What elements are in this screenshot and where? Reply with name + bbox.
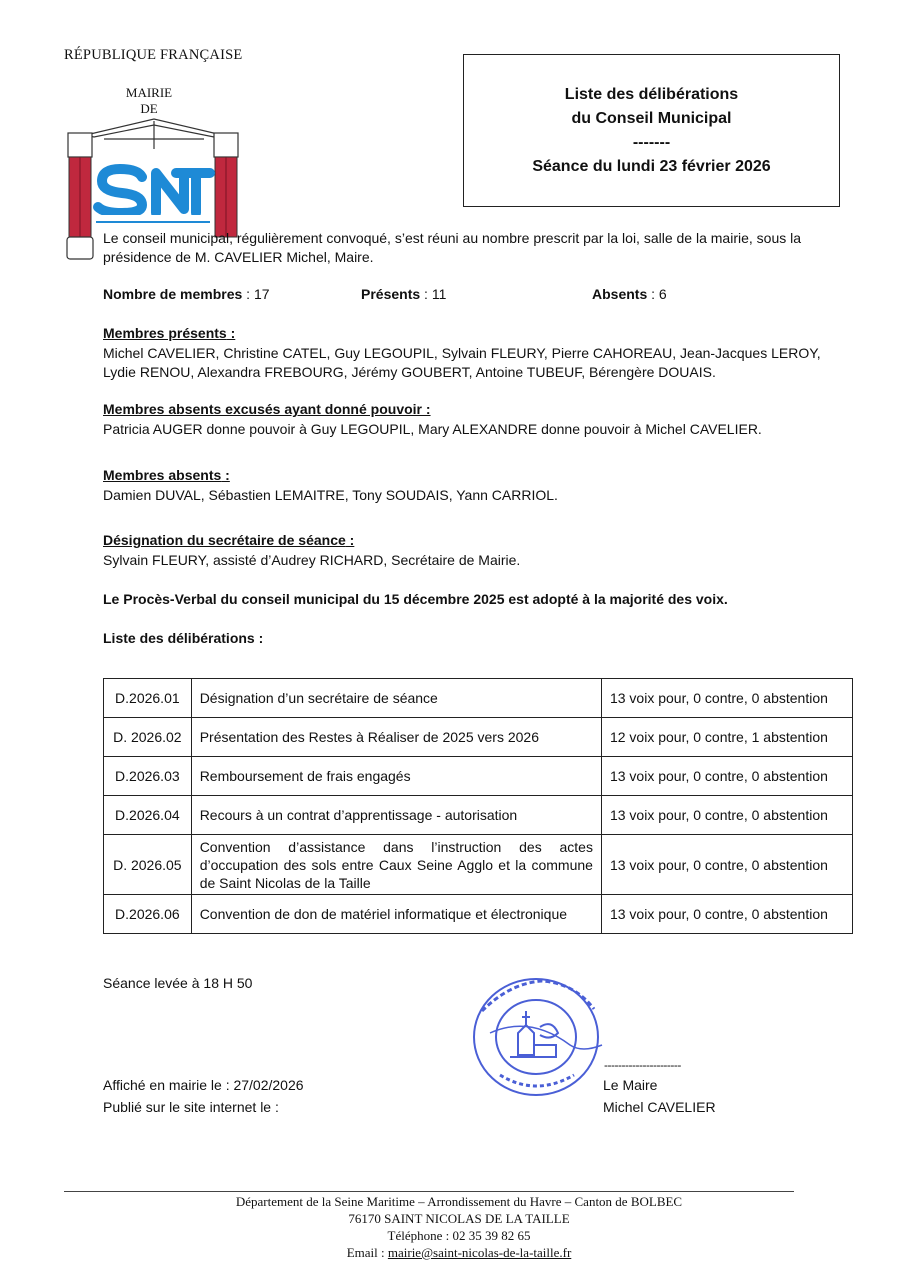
- absent-members-list: Damien DUVAL, Sébastien LEMAITRE, Tony SOUDAIS, Yann CARRIOL.: [103, 487, 558, 503]
- table-row: [104, 895, 853, 934]
- members-count-label: Nombre de membres: [103, 286, 243, 302]
- mayor-title: Le Maire: [603, 1077, 658, 1093]
- colon: :: [422, 401, 431, 417]
- title-box: [463, 54, 840, 207]
- mairie-stamp: [470, 975, 610, 1100]
- deliberation-object: Convention d’assistance dans l’instruction des actes d’occupation des sols entre Caux Seine Agglo et la commune de Saint Nicolas de la Taille: [191, 835, 601, 895]
- deliberation-vote: 13 voix pour, 0 contre, 0 abstention: [601, 835, 852, 895]
- footer-email-label: Email :: [346, 1245, 388, 1260]
- signature-line: ----------------------: [604, 1058, 681, 1072]
- excused-members-title: [103, 401, 431, 417]
- footer: [64, 1193, 854, 1261]
- deliberation-ref: D.2026.01: [104, 679, 192, 718]
- colon: :: [226, 325, 236, 341]
- deliberation-object: Recours à un contrat d’apprentissage - autorisation: [191, 796, 601, 835]
- present-count-value: : 11: [424, 286, 447, 302]
- table-row: [104, 796, 853, 835]
- excused-members-list: Patricia AUGER donne pouvoir à Guy LEGOUPIL, Mary ALEXANDRE donne pouvoir à Michel CAVELIER.: [103, 421, 762, 437]
- footer-address-line2: 76170 SAINT NICOLAS DE LA TAILLE: [348, 1211, 570, 1226]
- deliberations-list-title: Liste des délibérations :: [103, 630, 264, 646]
- deliberation-object: Présentation des Restes à Réaliser de 2025 vers 2026: [191, 718, 601, 757]
- deliberation-ref: D.2026.04: [104, 796, 192, 835]
- title-line1: Liste des délibérations: [564, 85, 739, 103]
- table-row: [104, 718, 853, 757]
- deliberation-ref: D. 2026.02: [104, 718, 192, 757]
- title-line2: du Conseil Municipal: [571, 109, 732, 127]
- title-separator: -------: [632, 133, 671, 151]
- deliberation-object: Remboursement de frais engagés: [191, 757, 601, 796]
- footer-phone: Téléphone : 02 35 39 82 65: [387, 1228, 531, 1243]
- pv-adoption-statement: Le Procès-Verbal du conseil municipal du 15 décembre 2025 est adopté à la majorité des voix.: [103, 591, 728, 607]
- colon: :: [221, 467, 230, 483]
- logo-capital-right: [214, 133, 238, 157]
- secretary-text: Sylvain FLEURY, assisté d’Audrey RICHARD, Secrétaire de Mairie.: [103, 552, 521, 568]
- colon: :: [345, 532, 355, 548]
- logo-monogram: [98, 169, 210, 213]
- title-session-date: Séance du lundi 23 février 2026: [532, 157, 771, 175]
- session-closed-time: Séance levée à 18 H 50: [103, 975, 253, 991]
- logo-base-left: [67, 237, 93, 259]
- published-online: Publié sur le site internet le :: [103, 1099, 279, 1115]
- deliberation-vote: 13 voix pour, 0 contre, 0 abstention: [601, 679, 852, 718]
- mairie-label: [124, 85, 174, 117]
- deliberations-table: [103, 678, 853, 934]
- mairie-line2: DE: [140, 101, 158, 116]
- mairie-line1: MAIRIE: [125, 85, 173, 100]
- present-members-title-text: Membres présents: [103, 325, 227, 341]
- deliberation-vote: 13 voix pour, 0 contre, 0 abstention: [601, 895, 852, 934]
- deliberation-ref: D. 2026.05: [104, 835, 192, 895]
- absent-members-title-text: Membres absents: [103, 467, 222, 483]
- members-count: [103, 286, 270, 302]
- table-row: [104, 835, 853, 895]
- absent-count: [592, 286, 667, 302]
- excused-members-title-text: Membres absents excusés ayant donné pouvoir: [103, 401, 422, 417]
- stamp-outer-ring: [474, 979, 598, 1095]
- stamp-sub-arc: [500, 1075, 574, 1086]
- deliberation-vote: 13 voix pour, 0 contre, 0 abstention: [601, 757, 852, 796]
- deliberation-object: Désignation d’un secrétaire de séance: [191, 679, 601, 718]
- deliberation-vote: 13 voix pour, 0 contre, 0 abstention: [601, 796, 852, 835]
- absent-members-title: [103, 467, 230, 483]
- present-count: [361, 286, 446, 302]
- deliberation-vote: 12 voix pour, 0 contre, 1 abstention: [601, 718, 852, 757]
- table-row: [104, 679, 853, 718]
- stamp-church: [518, 1025, 534, 1055]
- present-members-list: Michel CAVELIER, Christine CATEL, Guy LEGOUPIL, Sylvain FLEURY, Pierre CAHOREAU, Jean-Jacques LEROY, Lydie RENOU, Alexandra FREBOURG, Jérémy GOUBERT, Antoine TUBEUF, Bérengère DOUAIS.: [103, 345, 821, 380]
- absent-count-value: : 6: [651, 286, 667, 302]
- present-count-label: Présents: [361, 286, 421, 302]
- logo-capital-left: [68, 133, 92, 157]
- footer-divider: [64, 1191, 794, 1192]
- members-count-value: : 17: [246, 286, 270, 302]
- footer-address-line1: Département de la Seine Maritime – Arrondissement du Havre – Canton de BOLBEC: [235, 1194, 683, 1209]
- deliberation-object: Convention de don de matériel informatique et électronique: [191, 895, 601, 934]
- intro-paragraph: Le conseil municipal, régulièrement convoqué, s’est réuni au nombre prescrit par la loi, salle de la mairie, sous la présidence de M. CAVELIER Michel, Maire.: [103, 230, 802, 265]
- stamp-inner-ring: [496, 1000, 576, 1074]
- footer-email-row: [64, 1244, 854, 1261]
- footer-email-link[interactable]: mairie@saint-nicolas-de-la-taille.fr: [387, 1245, 572, 1260]
- absent-count-label: Absents: [592, 286, 648, 302]
- present-members-title: [103, 325, 235, 341]
- deliberation-ref: D.2026.03: [104, 757, 192, 796]
- deliberation-ref: D.2026.06: [104, 895, 192, 934]
- mayor-name: Michel CAVELIER: [603, 1099, 716, 1115]
- stamp-text-arc: [482, 981, 594, 1011]
- secretary-title-text: Désignation du secrétaire de séance: [103, 532, 346, 548]
- table-row: [104, 757, 853, 796]
- secretary-title: [103, 532, 354, 548]
- posted-date: Affiché en mairie le : 27/02/2026: [103, 1077, 304, 1093]
- republic-label: RÉPUBLIQUE FRANÇAISE: [64, 47, 243, 63]
